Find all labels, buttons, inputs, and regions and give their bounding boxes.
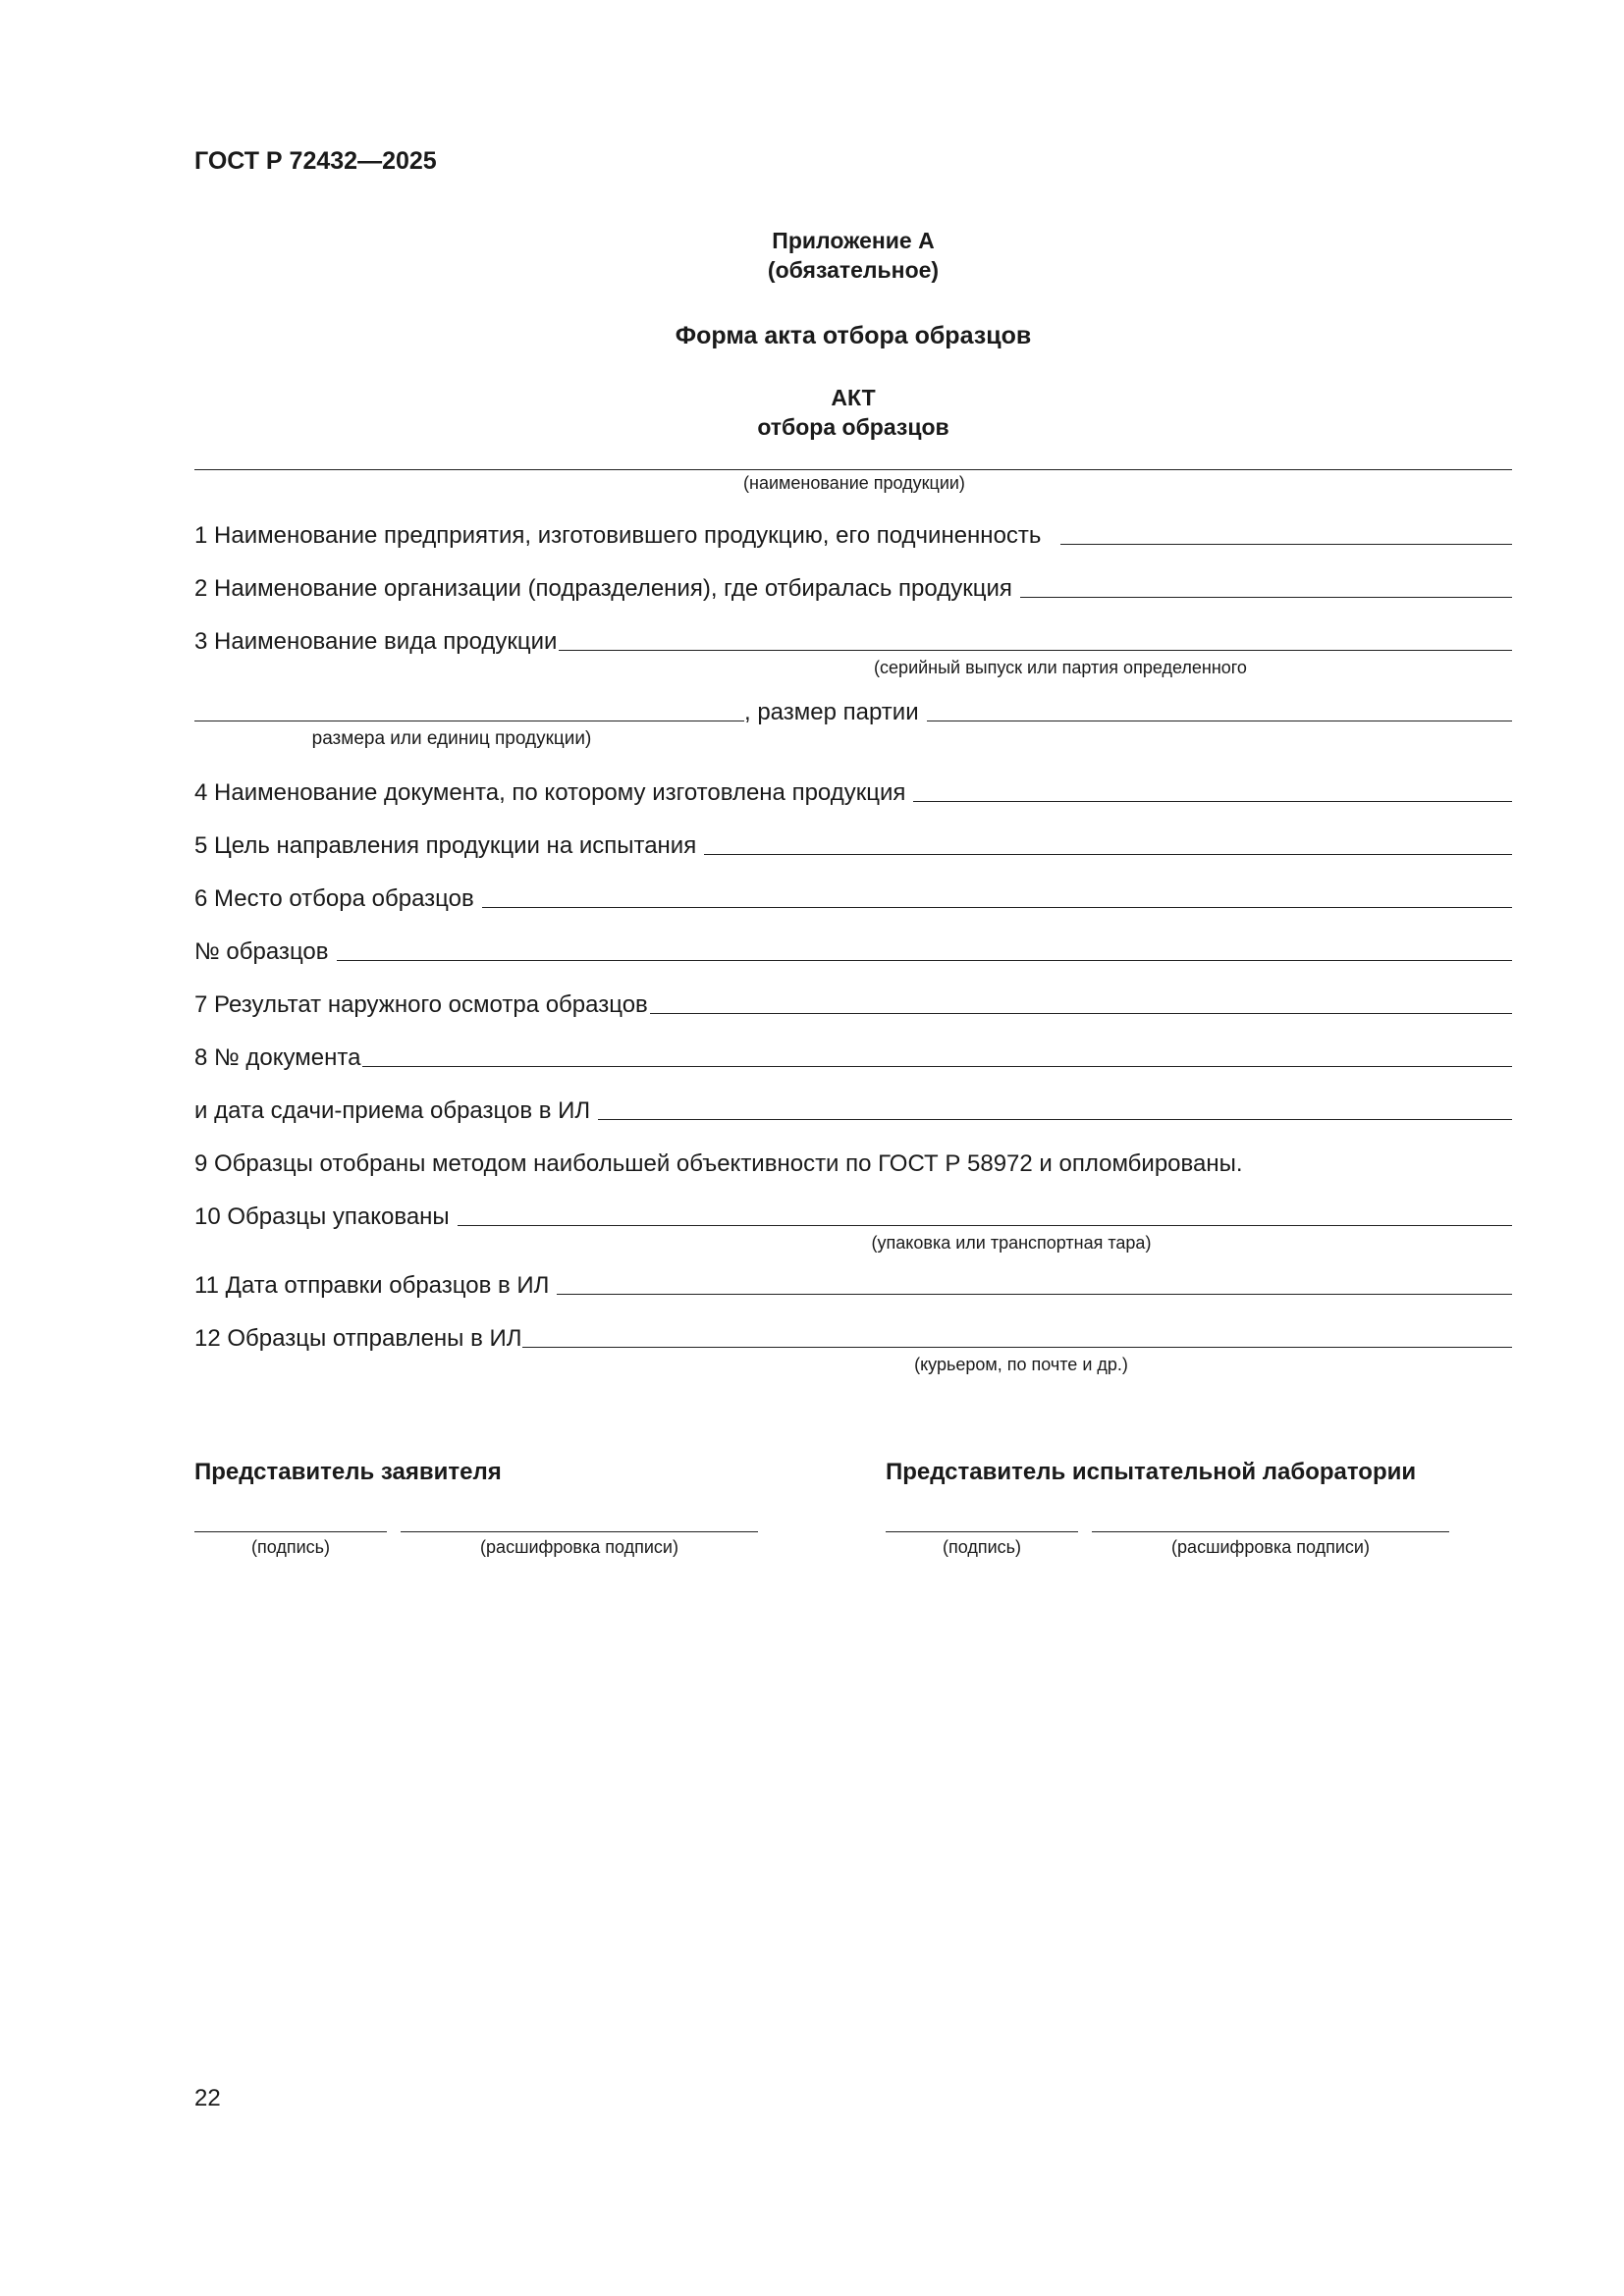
- item-8b-row: [194, 1092, 1512, 1125]
- item-11-row: [194, 1266, 1512, 1300]
- item-1-label: 1 Наименование предприятия, изготовившего продукцию, его подчиненность: [194, 522, 1042, 549]
- item-9-row: [194, 1145, 1512, 1178]
- item-10-hint: (упаковка или транспортная тара): [871, 1233, 1152, 1253]
- item-12-hint: (курьером, по почте и др.): [914, 1355, 1128, 1374]
- item-10-field[interactable]: [458, 1225, 1512, 1226]
- item-6-row: [194, 880, 1512, 913]
- item-12-row: [194, 1319, 1512, 1353]
- item-2-row: [194, 569, 1512, 603]
- item-10-label: 10 Образцы упакованы: [194, 1203, 450, 1230]
- item-12-label: 12 Образцы отправлены в ИЛ: [194, 1325, 522, 1352]
- item-8b-field[interactable]: [598, 1119, 1512, 1120]
- item-3-hint-2: размера или единиц продукции): [311, 728, 592, 749]
- item-4-label: 4 Наименование документа, по которому изготовлена продукция: [194, 779, 906, 806]
- item-3-batch-label: , размер партии: [744, 699, 919, 725]
- item-4-field[interactable]: [913, 801, 1512, 802]
- applicant-signature-hint: (подпись): [250, 1537, 331, 1557]
- page-number: 22: [194, 2085, 221, 2111]
- applicant-title: Представитель заявителя: [194, 1459, 502, 1485]
- form-title: Форма акта отбора образцов: [675, 322, 1032, 349]
- item-6b-label: № образцов: [194, 938, 329, 965]
- item-5-field[interactable]: [704, 854, 1512, 855]
- item-3-row: [194, 622, 1512, 656]
- lab-signature-field[interactable]: [886, 1531, 1078, 1532]
- item-4-row: [194, 774, 1512, 807]
- item-6b-field[interactable]: [337, 960, 1512, 961]
- item-3-label: 3 Наименование вида продукции: [194, 628, 558, 655]
- item-7-row: [194, 986, 1512, 1019]
- act-subtitle: отбора образцов: [757, 414, 949, 440]
- applicant-signature-field[interactable]: [194, 1531, 387, 1532]
- appendix-title: Приложение А: [772, 228, 935, 253]
- item-9-text: 9 Образцы отобраны методом наибольшей объективности по ГОСТ Р 58972 и опломбированы.: [194, 1150, 1243, 1177]
- item-3-batch-row: [194, 693, 1512, 726]
- lab-name-hint: (расшифровка подписи): [1171, 1537, 1370, 1557]
- item-6-field[interactable]: [482, 907, 1512, 908]
- item-1-field[interactable]: [1060, 544, 1512, 545]
- item-6-label: 6 Место отбора образцов: [194, 885, 474, 912]
- product-name-field[interactable]: [194, 469, 1512, 470]
- item-11-field[interactable]: [557, 1294, 1512, 1295]
- lab-title: Представитель испытательной лаборатории: [886, 1459, 1417, 1485]
- item-3-hint-1: (серийный выпуск или партия определенного: [874, 658, 1247, 677]
- item-1-row: [194, 516, 1512, 550]
- item-7-field[interactable]: [650, 1013, 1512, 1014]
- item-5-row: [194, 827, 1512, 860]
- item-8-field[interactable]: [362, 1066, 1512, 1067]
- product-name-hint: (наименование продукции): [743, 473, 965, 493]
- item-8-row: [194, 1039, 1512, 1072]
- item-10-row: [194, 1198, 1512, 1231]
- lab-signature-hint: (подпись): [942, 1537, 1022, 1557]
- applicant-name-hint: (расшифровка подписи): [480, 1537, 678, 1557]
- item-7-label: 7 Результат наружного осмотра образцов: [194, 991, 648, 1018]
- lab-name-field[interactable]: [1092, 1531, 1449, 1532]
- item-3-field[interactable]: [559, 650, 1512, 651]
- applicant-name-field[interactable]: [401, 1531, 758, 1532]
- item-5-label: 5 Цель направления продукции на испытания: [194, 832, 697, 859]
- appendix-status: (обязательное): [767, 257, 940, 283]
- item-8-label: 8 № документа: [194, 1044, 361, 1071]
- item-12-field[interactable]: [522, 1347, 1512, 1348]
- item-2-field[interactable]: [1020, 597, 1512, 598]
- item-6b-row: [194, 933, 1512, 966]
- document-code: ГОСТ Р 72432—2025: [194, 147, 437, 175]
- item-11-label: 11 Дата отправки образцов в ИЛ: [194, 1272, 550, 1299]
- act-title: АКТ: [831, 385, 876, 410]
- item-8b-label: и дата сдачи-приема образцов в ИЛ: [194, 1097, 591, 1124]
- item-2-label: 2 Наименование организации (подразделения), где отбиралась продукция: [194, 575, 1012, 602]
